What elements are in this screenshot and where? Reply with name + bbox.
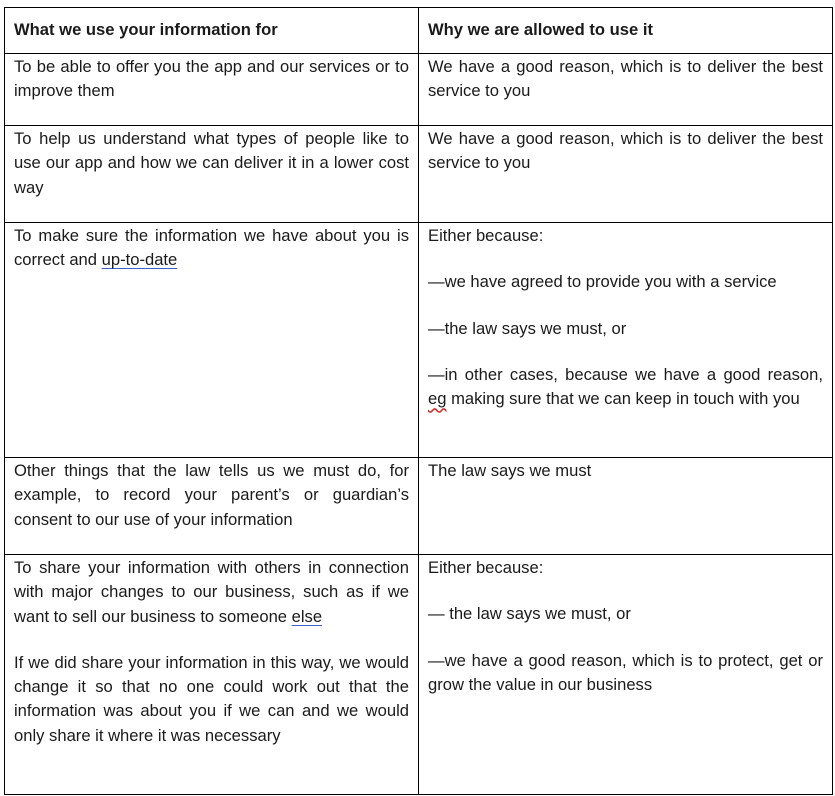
use-extra-text: If we did share your information in this way, we would change it so that no one could work out that the information was about you if we can and we would only share it where it was necessary [14,652,409,745]
use-text [14,556,409,629]
use-cell [5,126,419,223]
table-header-row [5,8,833,54]
header-why: Why we are allowed to use it [419,8,833,54]
why-text: We have a good reason, which is to deliver the best service to you [428,57,823,101]
why-cell [419,54,833,126]
why-cell [419,223,833,458]
why-cell [419,126,833,223]
information-use-table [4,7,833,795]
spellcheck-flagged-word: eg [428,389,447,409]
table-row [5,223,833,458]
why-cell [419,555,833,795]
why-cell [419,458,833,555]
header-use: What we use your information for [5,8,419,54]
use-cell [5,458,419,555]
table-row [5,555,833,795]
why-text: We have a good reason, which is to deliver the best service to you [428,129,823,173]
why-intro: Either because: [428,226,544,245]
use-cell [5,223,419,458]
why-item [428,363,823,412]
use-text-prefix: To make sure the information we have about you is correct and [14,226,409,270]
why-item: — the law says we must, or [428,604,631,624]
use-text: Other things that the law tells us we must do, for example, to record your parent’s or guardian’s consent to our use of your information [14,461,409,529]
why-item-suffix: making sure that we can keep in touch with you [446,389,800,409]
use-text: To help us understand what types of people like to use our app and how we can deliver it in a lower cost way [14,129,409,197]
underlined-word: else [291,606,323,626]
why-text: The law says we must [428,461,592,480]
use-cell [5,54,419,126]
use-text: To be able to offer you the app and our services or to improve them [14,57,409,101]
why-item-prefix: —in other cases, because we have a good reason, [428,364,823,384]
why-item: —the law says we must, or [428,318,627,338]
table-row [5,458,833,555]
use-cell [5,555,419,795]
table-row [5,54,833,126]
use-text-prefix: To share your information with others in connection with major changes to our business, such as if we want to sell our business to someone [14,558,409,626]
why-item: —we have a good reason, which is to protect, get or grow the value in our business [428,650,823,694]
underlined-word: up-to-date [101,250,178,270]
use-text [14,224,409,273]
table-row [5,126,833,223]
why-item: —we have agreed to provide you with a service [428,272,777,292]
why-intro: Either because: [428,558,544,577]
